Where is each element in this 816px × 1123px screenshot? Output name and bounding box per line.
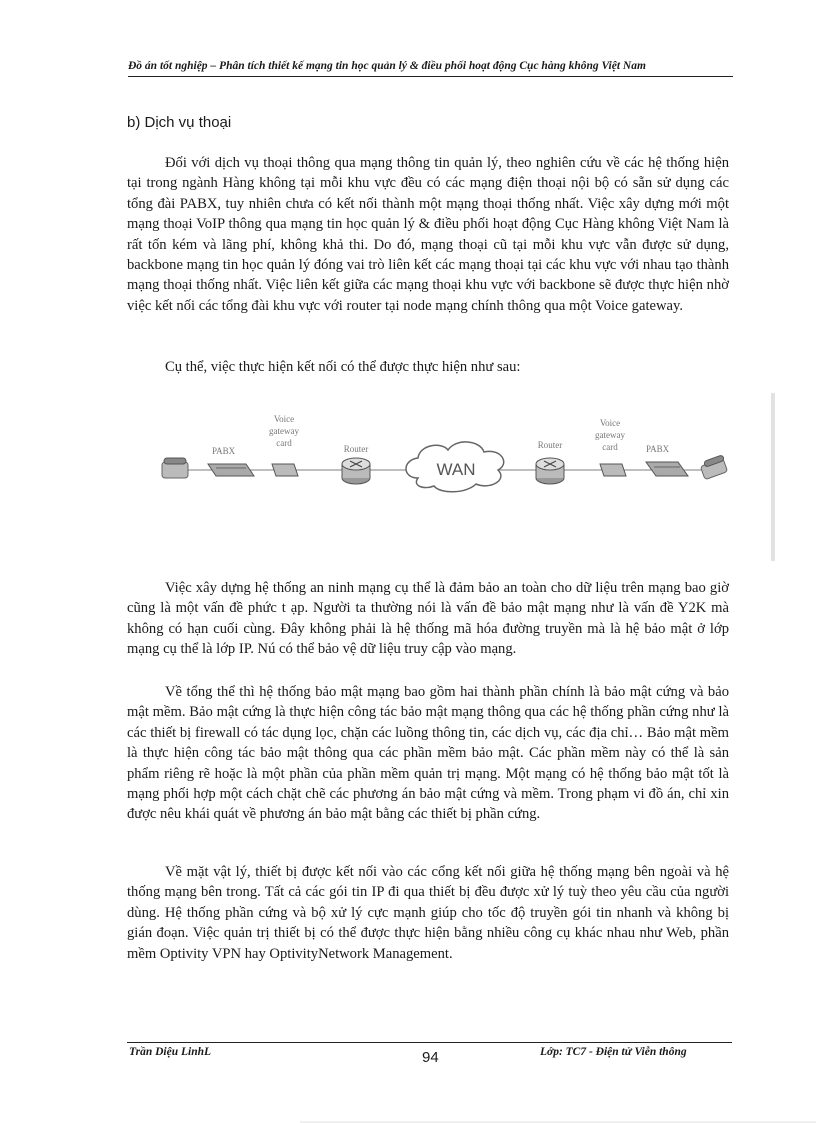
telephone-icon bbox=[162, 458, 188, 478]
router-icon bbox=[536, 458, 564, 484]
paragraph: Việc xây dựng hệ thống an ninh mạng cụ thể là đảm bảo an toàn cho dữ liệu trên mạng bao giờ cũng là một vấn đề phức t ạp. Người ta thường nói là vấn đề bảo mật mạng như là vấn đề Y2K mà không có hạn cuối cùng. Đây không phải là hệ thống mã hóa đường truyền mà là hệ bảo mật ở lớp mạng cụ thể là lớp IP. Nú có thể bảo vệ dữ liệu truy cập vào mạng. bbox=[127, 580, 729, 658]
paragraph: Về tổng thể thì hệ thống bảo mật mạng bao gồm hai thành phần chính là bảo mật cứng và bảo mật mềm. Bảo mật cứng là thực hiện công tác bảo mật mạng thông qua các hệ thống phần cứng như là các thiết bị firewall có tác dụng lọc, chặn các luồng thông tin, các dịch vụ, các địa chỉ… Bảo mật mềm là thực hiện công tác bảo mật thông qua các phần mềm bảo mật. Các phần mềm này có thể là sản phẩm riêng rẽ hoặc là một phần của phần mềm quản trị mạng. Một mạng có hệ thống bảo mật tốt là mạng phối hợp một cách chặt chẽ các phương án bảo mật cứng và mềm. Trong phạm vi đồ án, chỉ xin được nêu khái quát về phương án bảo mật bằng các thiết bị phần cứng. bbox=[127, 684, 729, 823]
gateway-label-line: Voice bbox=[273, 414, 295, 424]
pabx-label: PABX bbox=[646, 444, 670, 454]
gateway-label-line: card bbox=[602, 442, 618, 452]
page-header: Đồ án tốt nghiệp – Phân tích thiết kế mạng tin học quản lý & điều phối hoạt động Cục hàng không Việt Nam bbox=[128, 60, 733, 77]
paragraph: Đối với dịch vụ thoại thông qua mạng thông tin quản lý, theo nghiên cứu về các hệ thống hiện tại trong ngành Hàng không tại mỗi khu vực đều có các mạng điện thoại nội bộ có sẵn sử dụng các tổng đài PABX, tuy nhiên chưa có kết nối thành một mạng thoại thống nhất. Việc xây dựng mới một mạng thoại VoIP thông qua mạng tin học quản lý & điều phối hoạt động Cục Hàng không Việt Nam là rất tốn kém và lãng phí, không khả thi. Do đó, mạng thoại cũ tại mỗi khu vực vẫn được sử dụng, backbone mạng tin học quản lý đóng vai trò liên kết các mạng thoại tại các khu vực với nhau tạo thành mạng thoại thống nhất. Việc liên kết giữa các mạng thoại khu vực với backbone sẽ được thực hiện nhờ việc kết nối các tổng đài khu vực với router tại node mạng chính thông qua một Voice gateway. bbox=[127, 155, 729, 314]
footer-class: Lớp: TC7 - Điện tử Viễn thông bbox=[540, 1046, 687, 1058]
pabx-icon bbox=[646, 462, 688, 476]
pabx-icon bbox=[208, 464, 254, 476]
footer-author: Trần Diệu LinhL bbox=[129, 1046, 212, 1058]
voice-gateway-icon bbox=[272, 464, 298, 476]
page-number: 94 bbox=[422, 1049, 439, 1066]
voice-gateway-icon bbox=[600, 464, 626, 476]
gateway-label-line: gateway bbox=[269, 426, 299, 436]
wan-label: WAN bbox=[436, 460, 476, 479]
footer-divider bbox=[127, 1042, 732, 1043]
pabx-label: PABX bbox=[212, 446, 236, 456]
router-icon bbox=[342, 458, 370, 484]
scrollbar-artifact bbox=[771, 393, 775, 561]
voip-network-diagram bbox=[150, 400, 740, 500]
router-label: Router bbox=[343, 444, 369, 454]
paragraph: Cụ thể, việc thực hiện kết nối có thể được thực hiện như sau: bbox=[165, 359, 521, 375]
gateway-label-line: gateway bbox=[595, 430, 625, 440]
paragraph: Về mặt vật lý, thiết bị được kết nối vào các cổng kết nối giữa hệ thống mạng bên ngoài và hệ thống mạng bên trong. Tất cả các gói tin IP đi qua thiết bị đều được xử lý tuỳ theo yêu cầu của người dùng. Hệ thống phần cứng và bộ xử lý cực mạnh giúp cho tốc độ truyền gói tin nhanh và không bị gián đoạn. Việc quản trị thiết bị có thể được thực hiện bằng nhiều công cụ khác nhau như Web, phần mềm Optivity VPN hay OptivityNetwork Management. bbox=[127, 864, 729, 962]
gateway-label-line: Voice bbox=[599, 418, 621, 428]
gateway-label-line: card bbox=[276, 438, 292, 448]
telephone-icon bbox=[700, 455, 727, 480]
section-title: b) Dịch vụ thoại bbox=[127, 114, 232, 131]
router-label: Router bbox=[537, 440, 563, 450]
